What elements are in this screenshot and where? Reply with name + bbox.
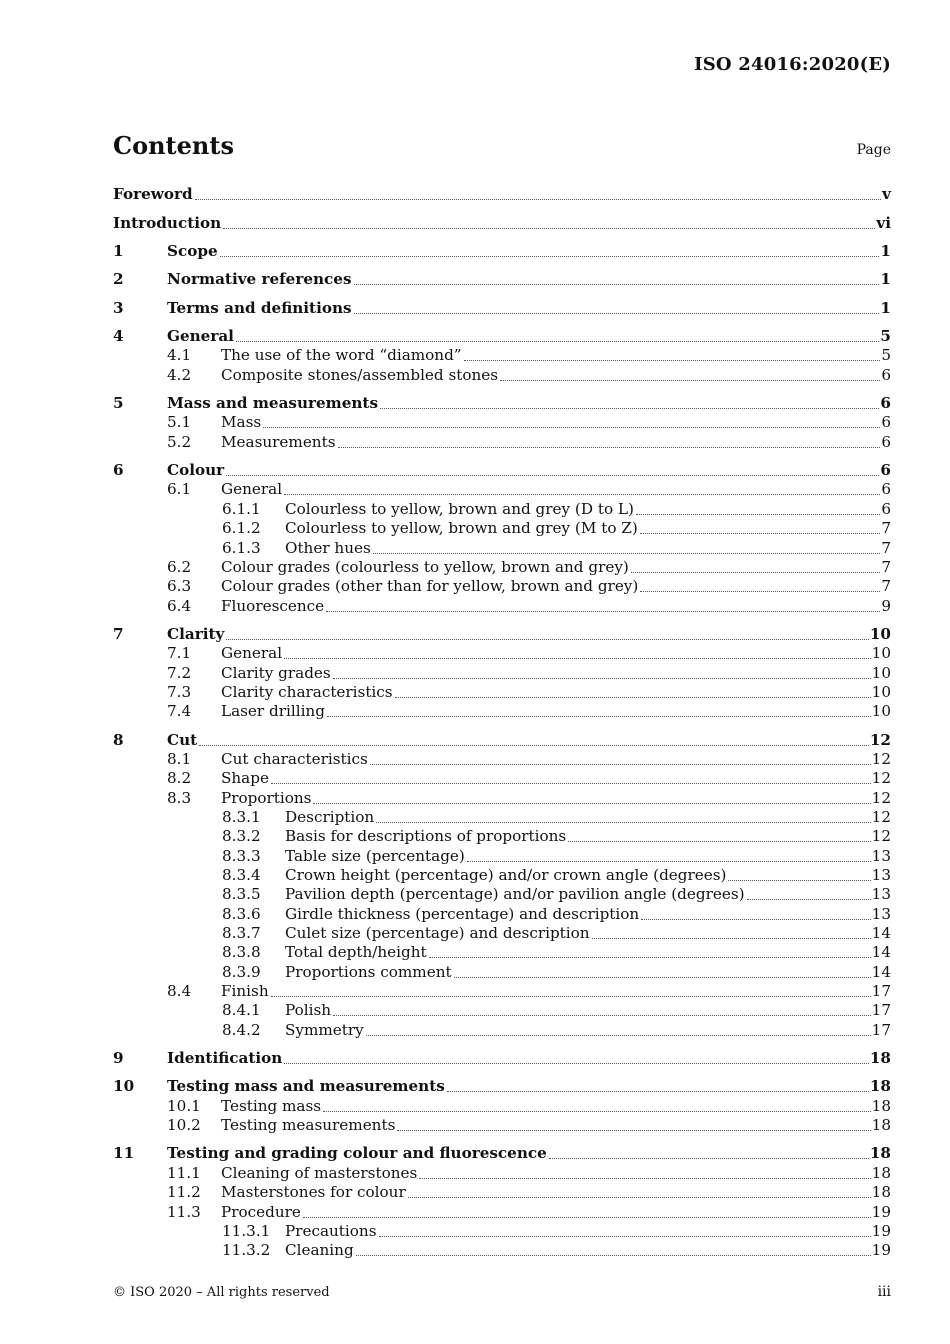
toc-entry-page: 7 xyxy=(881,557,891,576)
toc-entry[interactable] xyxy=(113,461,891,480)
toc-entry[interactable] xyxy=(113,846,891,865)
toc-dot-leader xyxy=(284,493,880,495)
toc-entry-title: Measurements xyxy=(221,432,336,451)
toc-entry-page: 18 xyxy=(871,1116,891,1135)
toc-entry-page: 6 xyxy=(880,461,891,480)
toc-entry[interactable] xyxy=(113,298,891,317)
toc-entry-page: 18 xyxy=(871,1096,891,1115)
toc-entry-number: 10.1 xyxy=(167,1096,201,1115)
toc-entry-number: 6.1.3 xyxy=(222,538,261,557)
toc-entry-number: 11.3.1 xyxy=(222,1221,271,1240)
toc-entry-page: 7 xyxy=(881,538,891,557)
toc-dot-leader xyxy=(395,696,871,698)
toc-entry-page: 1 xyxy=(880,298,891,317)
toc-entry-number: 11.2 xyxy=(167,1183,201,1202)
toc-entry-page: 17 xyxy=(871,1020,891,1039)
toc-dot-leader xyxy=(373,552,881,554)
toc-entry-page: 10 xyxy=(871,682,891,701)
page-column-label: Page xyxy=(856,142,891,158)
toc-entry-page: 17 xyxy=(871,982,891,1001)
toc-entry-number: 5 xyxy=(113,394,124,413)
toc-entry-number: 6.1.1 xyxy=(222,499,261,518)
toc-entry-title: Crown height (percentage) and/or crown angle (degrees) xyxy=(285,866,727,884)
toc-entry[interactable] xyxy=(113,1020,891,1039)
toc-dot-leader xyxy=(366,1034,871,1036)
toc-entry[interactable] xyxy=(113,730,891,749)
toc-entry-number: 8.3.8 xyxy=(222,943,261,962)
toc-entry-page: 12 xyxy=(871,807,891,826)
toc-entry[interactable] xyxy=(113,242,891,261)
toc-entry-title: Mass xyxy=(221,413,262,432)
toc-entry-title: Colour grades (other than for yellow, brown and grey) xyxy=(221,577,639,596)
toc-entry[interactable] xyxy=(113,213,891,232)
toc-entry-page: 1 xyxy=(880,270,891,289)
toc-entry-number: 8.1 xyxy=(167,749,192,768)
toc-entry-number: 4.2 xyxy=(167,365,192,384)
toc-entry-page: 14 xyxy=(871,962,891,981)
toc-dot-leader xyxy=(303,1216,871,1218)
toc-entry[interactable] xyxy=(113,769,891,788)
toc-entry[interactable] xyxy=(113,185,891,204)
toc-entry[interactable] xyxy=(113,519,891,538)
toc-entry-title: Testing mass xyxy=(221,1096,322,1115)
toc-entry-page: 14 xyxy=(871,943,891,962)
toc-entry-number: 4 xyxy=(113,327,124,346)
toc-dot-leader xyxy=(323,1110,871,1112)
toc-entry-number: 8.4 xyxy=(167,982,192,1001)
toc-dot-leader xyxy=(326,610,880,612)
toc-entry-title: Cut xyxy=(167,730,198,749)
toc-entry-title: Introduction xyxy=(113,213,222,232)
toc-dot-leader xyxy=(236,340,879,342)
toc-entry[interactable] xyxy=(113,1241,891,1260)
toc-entry[interactable] xyxy=(113,1163,891,1182)
toc-entry-number: 7.3 xyxy=(167,682,192,701)
toc-entry-title: Culet size (percentage) and description xyxy=(285,924,590,943)
toc-entry[interactable] xyxy=(113,365,891,384)
toc-dot-leader xyxy=(284,1062,869,1064)
toc-entry-page: 6 xyxy=(881,413,891,432)
toc-entry-page: 13 xyxy=(871,885,891,904)
toc-entry-page: 12 xyxy=(869,730,891,749)
toc-dot-leader xyxy=(327,715,871,717)
toc-entry-page: 9 xyxy=(881,596,891,615)
toc-entry-page: 18 xyxy=(869,1049,891,1068)
toc-dot-leader xyxy=(313,802,870,804)
toc-entry-number: 7.2 xyxy=(167,663,192,682)
toc-entry-title: Procedure xyxy=(221,1202,301,1221)
toc-dot-leader xyxy=(376,821,870,823)
toc-entry-title: Masterstones for colour xyxy=(221,1183,406,1202)
toc-entry[interactable] xyxy=(113,413,891,432)
toc-entry-number: 6.1.2 xyxy=(222,519,261,538)
toc-dot-leader xyxy=(333,677,871,679)
toc-entry-page: 12 xyxy=(871,827,891,846)
toc-entry-page: 6 xyxy=(881,499,891,518)
toc-entry-title: Cleaning xyxy=(285,1241,354,1260)
toc-entry[interactable] xyxy=(113,577,891,596)
toc-entry-title: Basis for descriptions of proportions xyxy=(285,827,567,846)
toc-entry[interactable] xyxy=(113,1116,891,1135)
toc-dot-leader xyxy=(641,918,870,920)
toc-entry[interactable] xyxy=(113,885,891,904)
toc-dot-leader xyxy=(263,426,880,428)
toc-entry-page: 13 xyxy=(871,904,891,923)
toc-dot-leader xyxy=(223,227,875,229)
toc-entry-page: 5 xyxy=(880,327,891,346)
toc-entry-title: Clarity grades xyxy=(221,663,331,682)
toc-entry[interactable] xyxy=(113,1202,891,1221)
toc-entry[interactable] xyxy=(113,644,891,663)
toc-dot-leader xyxy=(549,1157,869,1159)
toc-entry-page: 18 xyxy=(869,1077,891,1096)
toc-dot-leader xyxy=(631,571,880,573)
toc-entry[interactable] xyxy=(113,663,891,682)
toc-entry-page: 5 xyxy=(881,346,891,365)
toc-dot-leader xyxy=(356,1254,871,1256)
toc-entry[interactable] xyxy=(113,924,891,943)
toc-entry-title: Colourless to yellow, brown and grey (M to Z) xyxy=(285,519,638,538)
toc-entry-title: Finish xyxy=(221,982,269,1001)
toc-entry-number: 8.2 xyxy=(167,769,192,788)
toc-entry-title: Testing mass and measurements xyxy=(167,1077,445,1096)
toc-entry[interactable] xyxy=(113,943,891,962)
toc-entry-page: 1 xyxy=(880,242,891,261)
toc-entry[interactable] xyxy=(113,702,891,721)
toc-entry-title: Polish xyxy=(285,1001,332,1020)
toc-entry-number: 8.3.3 xyxy=(222,846,261,865)
toc-entry[interactable] xyxy=(113,625,891,644)
toc-dot-leader xyxy=(195,198,882,200)
toc-entry-title: General xyxy=(221,480,283,499)
toc-entry[interactable] xyxy=(113,750,891,769)
toc-entry-page: 10 xyxy=(871,663,891,682)
toc-dot-leader xyxy=(220,255,880,257)
toc-entry[interactable] xyxy=(113,558,891,577)
toc-entry-title: Pavilion depth (percentage) and/or pavilion angle (degrees) xyxy=(285,885,745,904)
toc-entry-number: 6 xyxy=(113,461,124,480)
toc-entry-title: Proportions comment xyxy=(285,962,452,981)
toc-entry-title: Other hues xyxy=(285,538,371,557)
toc-entry-number: 8.3.9 xyxy=(222,962,261,981)
toc-entry-page: 12 xyxy=(871,749,891,768)
toc-dot-leader xyxy=(429,956,871,958)
toc-entry-number: 9 xyxy=(113,1049,124,1068)
toc-entry-title: General xyxy=(167,327,234,346)
toc-entry-number: 8.3.2 xyxy=(222,827,261,846)
toc-entry-page: 10 xyxy=(871,702,891,721)
toc-entry[interactable] xyxy=(113,788,891,807)
toc-entry-page: 7 xyxy=(881,519,891,538)
toc-entry-title: Description xyxy=(285,807,375,826)
toc-entry-page: 17 xyxy=(871,1001,891,1020)
toc-entry-number: 8.3.1 xyxy=(222,807,261,826)
toc-entry-number: 10 xyxy=(113,1077,135,1096)
toc-entry-page: 19 xyxy=(871,1241,891,1260)
toc-dot-leader xyxy=(271,995,871,997)
toc-entry-number: 6.1 xyxy=(167,480,192,499)
toc-entry[interactable] xyxy=(113,962,891,981)
toc-entry-number: 2 xyxy=(113,270,124,289)
toc-entry-number: 6.3 xyxy=(167,577,192,596)
toc-entry-page: 6 xyxy=(881,365,891,384)
toc-dot-leader xyxy=(199,744,869,746)
toc-entry-number: 8 xyxy=(113,730,124,749)
toc-entry[interactable] xyxy=(113,480,891,499)
table-of-contents xyxy=(113,185,891,1260)
toc-entry-number: 7.4 xyxy=(167,702,192,721)
toc-entry[interactable] xyxy=(113,1183,891,1202)
toc-entry-title: Girdle thickness (percentage) and description xyxy=(285,904,640,923)
toc-entry-number: 4.1 xyxy=(167,346,192,365)
toc-dot-leader xyxy=(354,283,880,285)
toc-entry[interactable] xyxy=(113,1144,891,1163)
toc-dot-leader xyxy=(226,474,879,476)
toc-dot-leader xyxy=(640,532,881,534)
toc-entry-title: Laser drilling xyxy=(221,702,325,721)
toc-entry-page: 6 xyxy=(881,432,891,451)
toc-entry-title: Foreword xyxy=(113,185,193,204)
toc-dot-leader xyxy=(333,1014,871,1016)
toc-entry-number: 8.4.1 xyxy=(222,1001,261,1020)
toc-entry-title: General xyxy=(221,644,283,663)
toc-entry-title: Composite stones/assembled stones xyxy=(221,365,499,384)
toc-entry-title: Colourless to yellow, brown and grey (D to L) xyxy=(285,499,634,518)
page-title: Contents xyxy=(113,131,234,160)
toc-dot-leader xyxy=(354,312,880,314)
toc-entry-page: 13 xyxy=(871,846,891,865)
toc-dot-leader xyxy=(380,407,879,409)
toc-entry-number: 8.3.6 xyxy=(222,904,261,923)
toc-dot-leader xyxy=(338,446,881,448)
toc-entry-number: 7.1 xyxy=(167,644,192,663)
toc-entry[interactable] xyxy=(113,327,891,346)
toc-entry-title: Proportions xyxy=(221,788,312,807)
toc-entry-page: 13 xyxy=(871,866,891,884)
toc-entry-number: 10.2 xyxy=(167,1116,201,1135)
toc-dot-leader xyxy=(592,937,871,939)
toc-entry-page: 19 xyxy=(871,1221,891,1240)
toc-entry-title: Testing and grading colour and fluorescence xyxy=(167,1144,547,1163)
toc-entry[interactable] xyxy=(113,904,891,923)
toc-entry-number: 8.3 xyxy=(167,788,192,807)
toc-dot-leader xyxy=(408,1196,871,1198)
toc-entry-title: Table size (percentage) xyxy=(285,846,465,865)
toc-entry[interactable] xyxy=(113,1049,891,1068)
toc-entry-page: v xyxy=(882,185,891,204)
toc-entry-title: Clarity characteristics xyxy=(221,682,393,701)
toc-entry-number: 8.4.2 xyxy=(222,1020,261,1039)
toc-entry[interactable] xyxy=(113,596,891,615)
toc-entry[interactable] xyxy=(113,683,891,702)
toc-entry-page: 7 xyxy=(881,577,891,596)
toc-entry[interactable] xyxy=(113,827,891,846)
toc-entry-title: Identification xyxy=(167,1049,283,1068)
toc-entry-number: 3 xyxy=(113,298,124,317)
toc-dot-leader xyxy=(636,513,880,515)
toc-entry-number: 8.3.4 xyxy=(222,866,261,884)
toc-entry-number: 7 xyxy=(113,624,124,643)
toc-entry-title: Clarity xyxy=(167,624,225,643)
toc-entry-page: 18 xyxy=(871,1183,891,1202)
toc-entry-page: 12 xyxy=(871,769,891,788)
toc-entry[interactable] xyxy=(113,982,891,1001)
toc-dot-leader xyxy=(370,763,871,765)
toc-dot-leader xyxy=(397,1129,870,1131)
toc-entry-number: 1 xyxy=(113,242,124,261)
toc-entry-page: 18 xyxy=(869,1144,891,1163)
toc-entry[interactable] xyxy=(113,432,891,451)
toc-dot-leader xyxy=(728,879,870,881)
toc-entry[interactable] xyxy=(113,866,891,885)
toc-entry-title: The use of the word “diamond” xyxy=(221,346,462,365)
toc-entry-title: Normative references xyxy=(167,270,352,289)
toc-entry-number: 11 xyxy=(113,1144,135,1163)
toc-entry-title: Precautions xyxy=(285,1221,377,1240)
toc-entry[interactable] xyxy=(113,1077,891,1096)
toc-entry-title: Scope xyxy=(167,242,218,261)
toc-entry[interactable] xyxy=(113,394,891,413)
toc-dot-leader xyxy=(271,782,871,784)
toc-entry-title: Colour grades (colourless to yellow, brown and grey) xyxy=(221,557,629,576)
toc-entry-title: Cleaning of masterstones xyxy=(221,1163,418,1182)
toc-entry-number: 8.3.5 xyxy=(222,885,261,904)
toc-entry-page: 18 xyxy=(871,1163,891,1182)
toc-dot-leader xyxy=(568,840,870,842)
toc-dot-leader xyxy=(284,657,871,659)
toc-entry[interactable] xyxy=(113,346,891,365)
toc-entry-page: 10 xyxy=(869,624,891,643)
toc-dot-leader xyxy=(747,898,871,900)
toc-entry-title: Terms and definitions xyxy=(167,298,352,317)
footer-page-number: iii xyxy=(877,1284,891,1300)
toc-entry-title: Fluorescence xyxy=(221,596,325,615)
toc-entry-title: Cut characteristics xyxy=(221,749,368,768)
toc-entry-title: Total depth/height xyxy=(285,943,427,962)
toc-entry-number: 5.1 xyxy=(167,413,192,432)
toc-entry-title: Symmetry xyxy=(285,1020,364,1039)
toc-dot-leader xyxy=(226,638,869,640)
toc-entry[interactable] xyxy=(113,1222,891,1241)
toc-entry-number: 11.3 xyxy=(167,1202,201,1221)
toc-entry[interactable] xyxy=(113,270,891,289)
toc-entry-page: 19 xyxy=(871,1202,891,1221)
toc-entry-page: 10 xyxy=(871,644,891,663)
toc-entry-number: 8.3.7 xyxy=(222,924,261,943)
toc-dot-leader xyxy=(379,1235,871,1237)
toc-entry-title: Mass and measurements xyxy=(167,394,379,413)
toc-entry[interactable] xyxy=(113,808,891,827)
toc-entry-title: Colour xyxy=(167,461,225,480)
toc-entry[interactable] xyxy=(113,1096,891,1115)
toc-entry-title: Shape xyxy=(221,769,269,788)
toc-entry-page: 6 xyxy=(881,480,891,499)
toc-dot-leader xyxy=(640,590,880,592)
toc-entry-page: vi xyxy=(876,213,891,232)
toc-entry-number: 6.4 xyxy=(167,596,192,615)
toc-entry-number: 11.1 xyxy=(167,1163,201,1182)
toc-dot-leader xyxy=(454,976,871,978)
toc-entry-page: 12 xyxy=(871,788,891,807)
toc-entry[interactable] xyxy=(113,499,891,518)
toc-entry-number: 5.2 xyxy=(167,432,192,451)
toc-dot-leader xyxy=(500,379,880,381)
toc-entry-number: 11.3.2 xyxy=(222,1241,271,1260)
toc-entry[interactable] xyxy=(113,538,891,557)
toc-entry-number: 6.2 xyxy=(167,557,192,576)
toc-entry-page: 14 xyxy=(871,924,891,943)
toc-entry-page: 6 xyxy=(880,394,891,413)
footer-copyright: © ISO 2020 – All rights reserved xyxy=(113,1285,330,1300)
toc-dot-leader xyxy=(447,1090,869,1092)
toc-entry[interactable] xyxy=(113,1001,891,1020)
toc-dot-leader xyxy=(467,860,871,862)
toc-entry-title: Testing measurements xyxy=(221,1116,396,1135)
toc-dot-leader xyxy=(464,359,881,361)
document-id: ISO 24016:2020(E) xyxy=(694,54,891,75)
toc-dot-leader xyxy=(419,1177,870,1179)
